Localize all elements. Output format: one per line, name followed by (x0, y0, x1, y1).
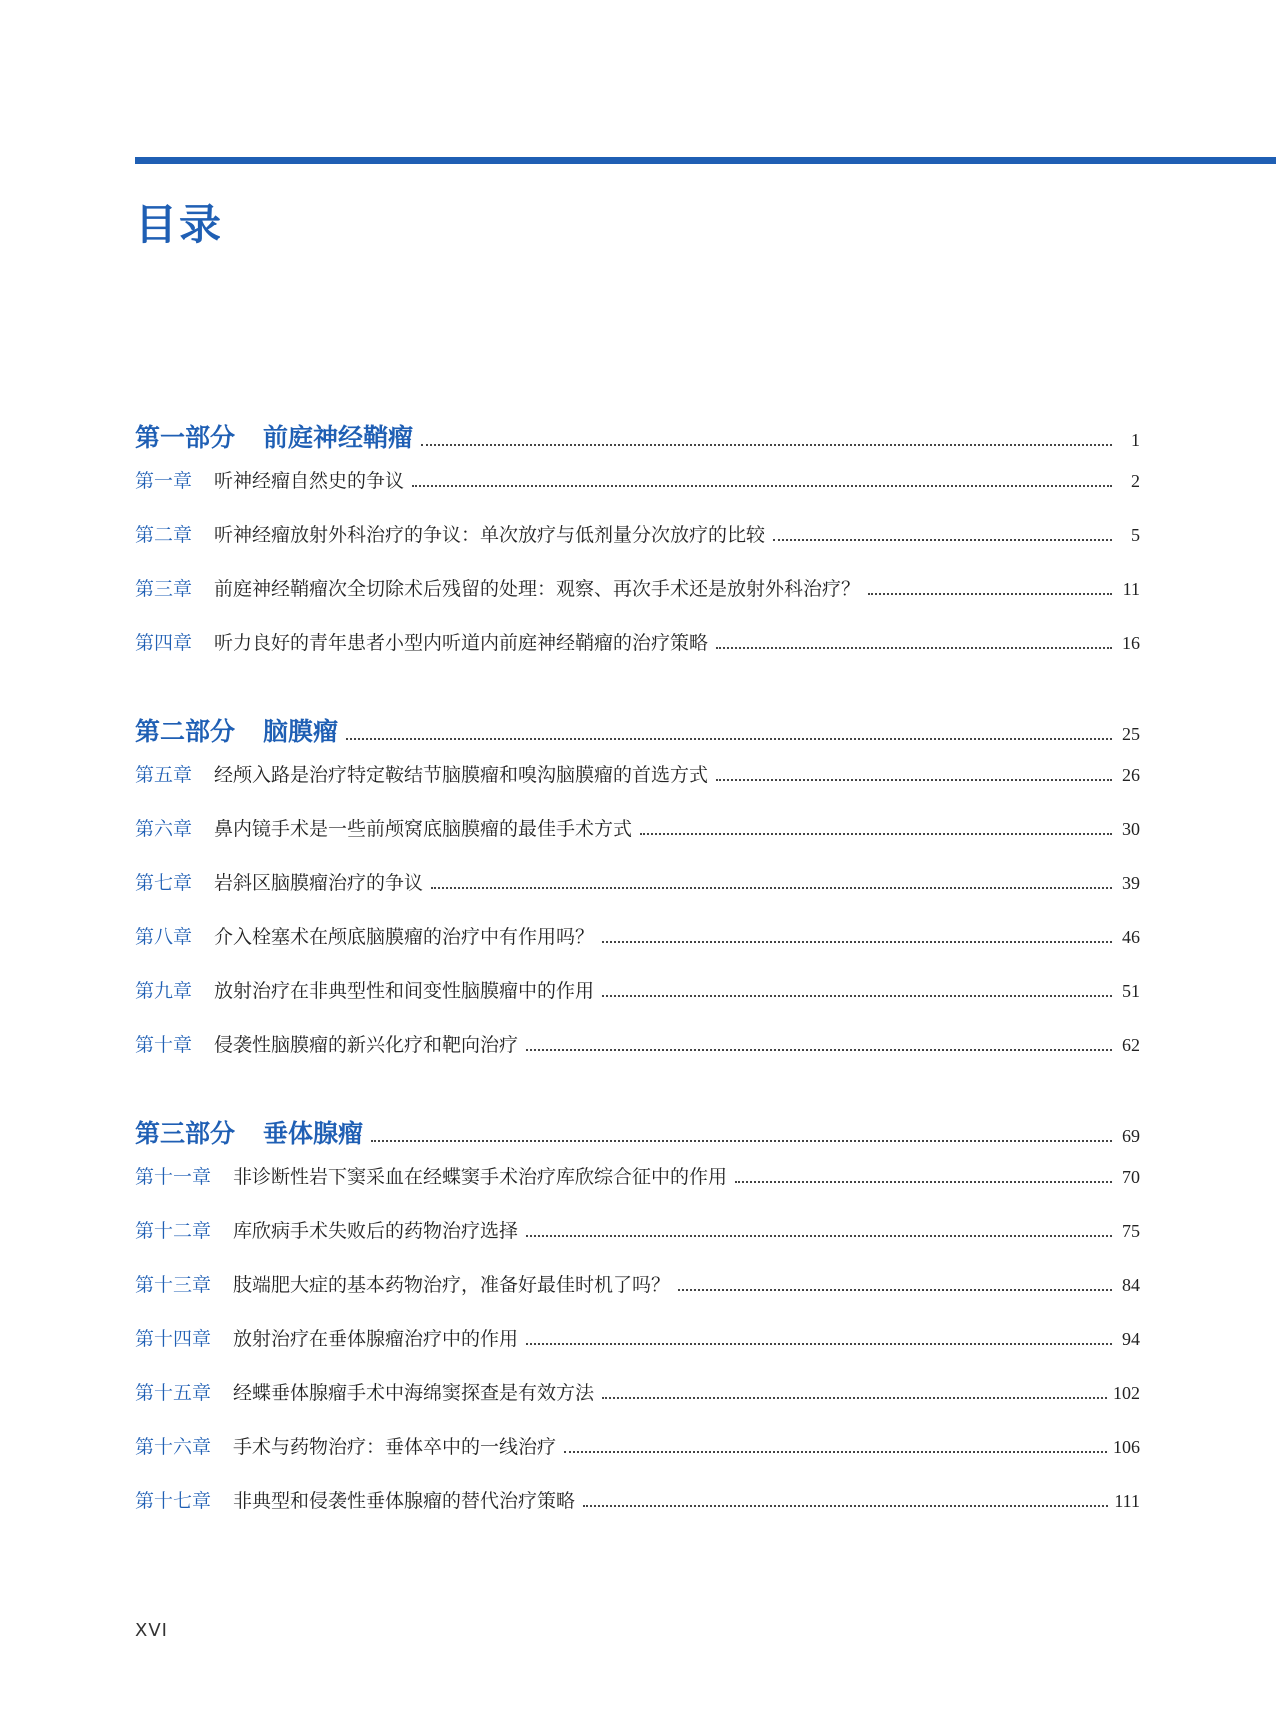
page-number: 2 (1131, 471, 1140, 491)
chapter-label: 第十四章 (135, 1328, 212, 1350)
chapter-title: 鼻内镜手术是一些前颅窝底脑膜瘤的最佳手术方式 (214, 818, 633, 840)
dot-leader (602, 995, 1112, 997)
chapter-label: 第六章 (135, 818, 193, 840)
toc-chapter-row[interactable] (135, 520, 1140, 547)
toc-chapter-row[interactable] (135, 1270, 1140, 1297)
toc-chapter-row[interactable] (135, 574, 1140, 601)
dot-leader (678, 1289, 1112, 1291)
dot-leader (564, 1451, 1107, 1453)
page-number: 84 (1122, 1275, 1140, 1295)
toc-chapter-row[interactable] (135, 1432, 1140, 1459)
chapter-label: 第十五章 (135, 1382, 212, 1404)
page-number: 25 (1122, 724, 1140, 744)
dot-leader (526, 1049, 1112, 1051)
dot-leader (526, 1343, 1112, 1345)
page-number: 70 (1122, 1167, 1140, 1187)
dot-leader (421, 444, 1112, 446)
chapter-label: 第九章 (135, 980, 193, 1002)
toc-chapter-row[interactable] (135, 976, 1140, 1003)
chapter-title: 放射治疗在非典型性和间变性脑膜瘤中的作用 (214, 980, 595, 1002)
dot-leader (526, 1235, 1112, 1237)
chapter-label: 第十三章 (135, 1274, 212, 1296)
page-number: 5 (1131, 525, 1140, 545)
chapter-label: 第三章 (135, 578, 193, 600)
page-number: 102 (1113, 1383, 1140, 1403)
page-number: 106 (1113, 1437, 1140, 1457)
dot-leader (346, 738, 1112, 740)
dot-leader (716, 779, 1112, 781)
chapter-title: 经颅入路是治疗特定鞍结节脑膜瘤和嗅沟脑膜瘤的首选方式 (214, 764, 709, 786)
toc-chapter-row[interactable] (135, 1486, 1140, 1513)
dot-leader (583, 1505, 1108, 1507)
chapter-label: 第二章 (135, 524, 193, 546)
toc-chapter-row[interactable] (135, 1162, 1140, 1189)
chapter-title: 放射治疗在垂体腺瘤治疗中的作用 (233, 1328, 519, 1350)
chapter-title: 库欣病手术失败后的药物治疗选择 (233, 1220, 519, 1242)
chapter-title: 听力良好的青年患者小型内听道内前庭神经鞘瘤的治疗策略 (214, 632, 709, 654)
page-number: 26 (1122, 765, 1140, 785)
chapter-label: 第十二章 (135, 1220, 212, 1242)
chapter-title: 非典型和侵袭性垂体腺瘤的替代治疗策略 (233, 1490, 576, 1512)
toc-chapter-row[interactable] (135, 1324, 1140, 1351)
page-folio: XVI (135, 1620, 168, 1641)
page-number: 94 (1122, 1329, 1140, 1349)
chapter-title: 肢端肥大症的基本药物治疗，准备好最佳时机了吗？ (233, 1274, 671, 1296)
chapter-label: 第十六章 (135, 1436, 212, 1458)
dot-leader (640, 833, 1112, 835)
chapter-label: 第五章 (135, 764, 193, 786)
chapter-label: 第十一章 (135, 1166, 212, 1188)
dot-leader (412, 485, 1112, 487)
dot-leader (602, 941, 1112, 943)
dot-leader (735, 1181, 1112, 1183)
page-number: 51 (1122, 981, 1140, 1001)
page-number: 46 (1122, 927, 1140, 947)
dot-leader (431, 887, 1112, 889)
page-number: 62 (1122, 1035, 1140, 1055)
page-number: 16 (1122, 633, 1140, 653)
dot-leader (716, 647, 1112, 649)
chapter-title: 经蝶垂体腺瘤手术中海绵窦探查是有效方法 (233, 1382, 595, 1404)
chapter-label: 第十章 (135, 1034, 193, 1056)
toc-part-row[interactable] (135, 418, 1140, 454)
chapter-title: 听神经瘤自然史的争议 (214, 470, 405, 492)
part-title: 垂体腺瘤 (263, 1119, 364, 1148)
chapter-label: 第七章 (135, 872, 193, 894)
toc-chapter-row[interactable] (135, 466, 1140, 493)
chapter-label: 第十七章 (135, 1490, 212, 1512)
page-title: 目录 (135, 200, 224, 249)
chapter-title: 手术与药物治疗：垂体卒中的一线治疗 (233, 1436, 557, 1458)
toc-chapter-row[interactable] (135, 922, 1140, 949)
chapter-title: 侵袭性脑膜瘤的新兴化疗和靶向治疗 (214, 1034, 519, 1056)
toc-part-row[interactable] (135, 712, 1140, 748)
page-number: 30 (1122, 819, 1140, 839)
dot-leader (602, 1397, 1107, 1399)
chapter-title: 前庭神经鞘瘤次全切除术后残留的处理：观察、再次手术还是放射外科治疗？ (214, 578, 861, 600)
toc-chapter-row[interactable] (135, 1216, 1140, 1243)
chapter-label: 第四章 (135, 632, 193, 654)
toc-chapter-row[interactable] (135, 1030, 1140, 1057)
toc-chapter-row[interactable] (135, 1378, 1140, 1405)
chapter-title: 非诊断性岩下窦采血在经蝶窦手术治疗库欣综合征中的作用 (233, 1166, 728, 1188)
dot-leader (773, 539, 1112, 541)
chapter-title: 介入栓塞术在颅底脑膜瘤的治疗中有作用吗？ (214, 926, 595, 948)
page-number: 1 (1131, 430, 1140, 450)
toc-chapter-row[interactable] (135, 814, 1140, 841)
chapter-label: 第八章 (135, 926, 193, 948)
part-label: 第一部分 (135, 423, 236, 452)
chapter-title: 听神经瘤放射外科治疗的争议：单次放疗与低剂量分次放疗的比较 (214, 524, 766, 546)
part-label: 第三部分 (135, 1119, 236, 1148)
toc-part-row[interactable] (135, 1114, 1140, 1150)
page-number: 11 (1122, 579, 1140, 599)
part-label: 第二部分 (135, 717, 236, 746)
dot-leader (371, 1140, 1112, 1142)
page-number: 39 (1122, 873, 1140, 893)
part-title: 脑膜瘤 (263, 717, 339, 746)
page-number: 69 (1122, 1126, 1140, 1146)
toc-chapter-row[interactable] (135, 760, 1140, 787)
part-title: 前庭神经鞘瘤 (263, 423, 414, 452)
page-number: 111 (1114, 1491, 1140, 1511)
header-rule (135, 157, 1276, 164)
chapter-title: 岩斜区脑膜瘤治疗的争议 (214, 872, 424, 894)
toc-chapter-row[interactable] (135, 868, 1140, 895)
chapter-label: 第一章 (135, 470, 193, 492)
toc-chapter-row[interactable] (135, 628, 1140, 655)
dot-leader (868, 593, 1112, 595)
page-number: 75 (1122, 1221, 1140, 1241)
